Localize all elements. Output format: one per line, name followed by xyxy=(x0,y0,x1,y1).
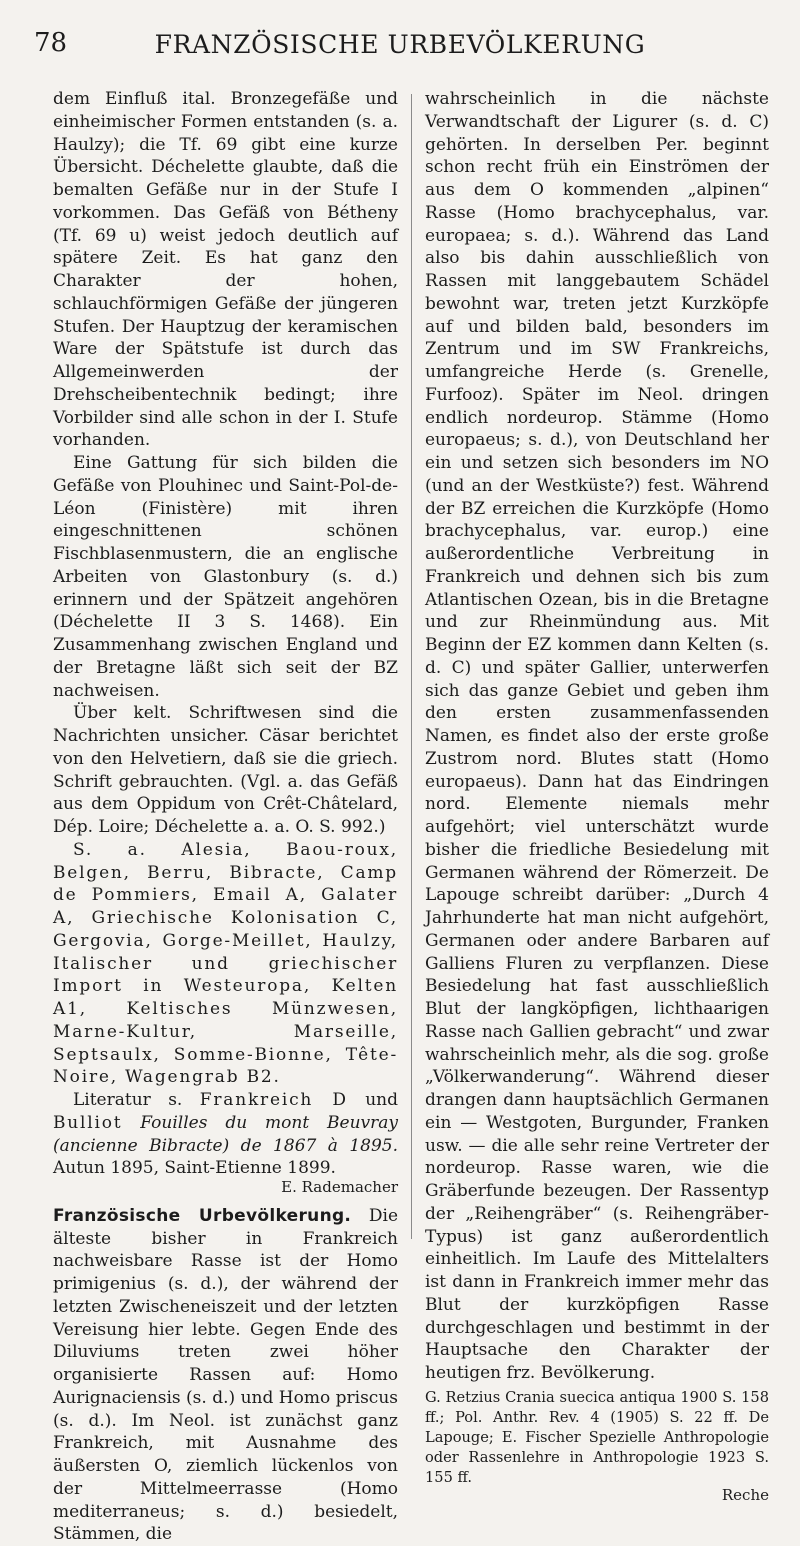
literature-intro: Literatur s. xyxy=(73,1090,200,1110)
literature-ref-bulliot: Bulliot xyxy=(53,1112,123,1133)
literature-ref-frankreich: Frankreich D xyxy=(199,1090,348,1110)
left-column xyxy=(53,88,398,1546)
paragraph-races: wahrscheinlich in die nächste Verwandtschaft der Ligurer (s. d. C) gehörten. In derselben Per. beginnt schon recht früh ein Einströmen der aus dem O kommenden „alpinen“ Rasse (Homo brachycephalus, var. europaea; s. d.). Während das Land also bis dahin ausschließlich von Rassen mit langgebautem Schädel bewohnt war, treten jetzt Kurzköpfe auf und bilden bald, besonders im Zentrum und im SW Frankreichs, umfangreiche Herde (s. Grenelle, Furfooz). Später im Neol. dringen endlich nordeurop. Stämme (Homo europaeus; s. d.), von Deutschland her ein und setzen sich besonders im NO (und an der Westküste?) fest. Während der BZ erreichen die Kurzköpfe (Homo brachycephalus, var. europ.) eine außerordentliche Verbreitung in Frankreich und dehnen sich bis zum Atlantischen Ozean, bis in die Bretagne und zur Rheinmündung aus. Mit Beginn der EZ kommen dann Kelten (s. d. C) und später Gallier, unterwerfen sich das ganze Gebiet und geben ihm den ersten zusammenfassenden Namen, es findet also der erste große Zustrom nord. Blutes statt (Homo europaeus). Dann hat das Eindringen nord. Elemente niemals mehr aufgehört; viel unterschätzt wurde bisher die friedliche Besiedelung mit Germanen während der Römerzeit. De Lapouge schreibt darüber: „Durch 4 Jahrhunderte hat man nicht aufgehört, Germanen oder andere Barbaren auf Galliens Fluren zu verpflanzen. Diese Besiedelung hat fast ausschließlich Blut der langköpfigen, lichthaarigen Rasse nach Gallien gebracht“ und zwar wahrscheinlich mehr, als die sog. große „Völkerwanderung“. Während dieser drangen dann hauptsächlich Germanen ein — Westgoten, Burgunder, Franken usw. — die alle sehr reine Vertreter der nordeurop. Rasse waren, wie die Gräberfunde bezeugen. Der Rassentyp der „Reihengräber“ (s. Reihengräber-Typus) ist ganz außerordentlich einheitlich. Im Laufe des Mittelalters ist dann in Frankreich immer mehr das Blut der kurzköpfigen Rasse durchgeschlagen und bestimmt in der Hauptsache den Charakter der heutigen frz. Bevölkerung. xyxy=(425,89,769,1383)
paragraph-literature xyxy=(53,1089,398,1180)
article-headword: Französische Urbevölkerung. xyxy=(53,1205,352,1226)
paragraph-finistere: Eine Gattung für sich bilden die Gefäße von Plouhinec und Saint-Pol-de-Léon (Finistère) mit ihren eingeschnittenen schönen Fischblasenmustern, die an englische Arbeiten von Glastonbury (s. d.) erinnern und der Spätzeit angehören (Déchelette II 3 S. 1468). Ein Zusammenhang zwischen England und der Bretagne läßt sich seit der BZ nachweisen. xyxy=(53,453,398,701)
literature-list: G. Retzius Crania suecica antiqua 1900 S. 158 ff.; Pol. Anthr. Rev. 4 (1905) S. 22 ff. De Lapouge; E. Fischer Spezielle Anthropologie oder Rassenlehre in Anthropologie 1923 S. 155 ff. xyxy=(425,1388,769,1486)
literature-title: Fouilles du mont Beuvray (ancienne Bibracte) de 1867 à 1895. xyxy=(53,1112,398,1156)
paragraph-script: Über kelt. Schriftwesen sind die Nachrichten unsicher. Cäsar berichtet von den Helvetiern, daß sie die griech. Schrift gebrauchten. (Vgl. a. das Gefäß aus dem Oppidum von Crêt-Châtelard, Dép. Loire; Déchelette a. a. O. S. 992.) xyxy=(53,703,398,837)
author-signature-reche: Reche xyxy=(721,1485,769,1504)
running-title: FRANZÖSISCHE URBEVÖLKERUNG xyxy=(154,30,646,59)
literature-und: und xyxy=(347,1090,398,1110)
right-column xyxy=(425,88,769,1507)
author-signature-rademacher: E. Rademacher xyxy=(281,1178,398,1196)
page-header xyxy=(0,18,800,58)
article-urbevoelkerung xyxy=(53,1205,398,1546)
paragraph-pottery: dem Einfluß ital. Bronzegefäße und einheimischer Formen entstanden (s. a. Haulzy); die Tf. 69 gibt eine kurze Übersicht. Déchelette glaubte, daß die bemalten Gefäße nur in der Stufe I vorkommen. Das Gefäß von Bétheny (Tf. 69 u) weist jedoch deutlich auf spätere Zeit. Es hat ganz den Charakter der hohen, schlauchförmigen Gefäße der jüngeren Stufen. Der Hauptzug der keramischen Ware der Spätstufe ist durch das Allgemeinwerden der Drehscheibentechnik bedingt; ihre Vorbilder sind alle schon in der I. Stufe vorhanden. xyxy=(53,89,398,451)
column-divider xyxy=(411,94,412,1239)
article-text: Die älteste bisher in Frankreich nachweisbare Rasse ist der Homo primigenius (s. d.), der während der letzten Zwischeneiszeit und der letzten Vereisung hier lebte. Gegen Ende des Diluviums treten zwei höher organisierte Rassen auf: Homo Aurignaciensis (s. d.) und Homo priscus (s. d.). Im Neol. ist zunächst ganz Frankreich, mit Ausnahme des äußersten O, ziemlich lückenlos von der Mittelmeerrasse (Homo mediterraneus; s. d.) besiedelt, Stämmen, die xyxy=(53,1205,399,1545)
paragraph-see-also: S. a. Alesia, Baou-roux, Belgen, Berru, Bibracte, Camp de Pommiers, Email A, Galater A, Griechische Kolonisation C, Gergovia, Gorge-Meillet, Haulzy, Italischer und griechischer Import in Westeuropa, Kelten A1, Keltisches Münzwesen, Marne-Kultur, Marseille, Septsaulx, Somme-Bionne, Tête-Noire, Wagengrab B2. xyxy=(53,839,398,1088)
page-number: 78 xyxy=(34,28,68,58)
literature-place: Autun 1895, Saint-Etienne 1899. xyxy=(53,1158,336,1179)
